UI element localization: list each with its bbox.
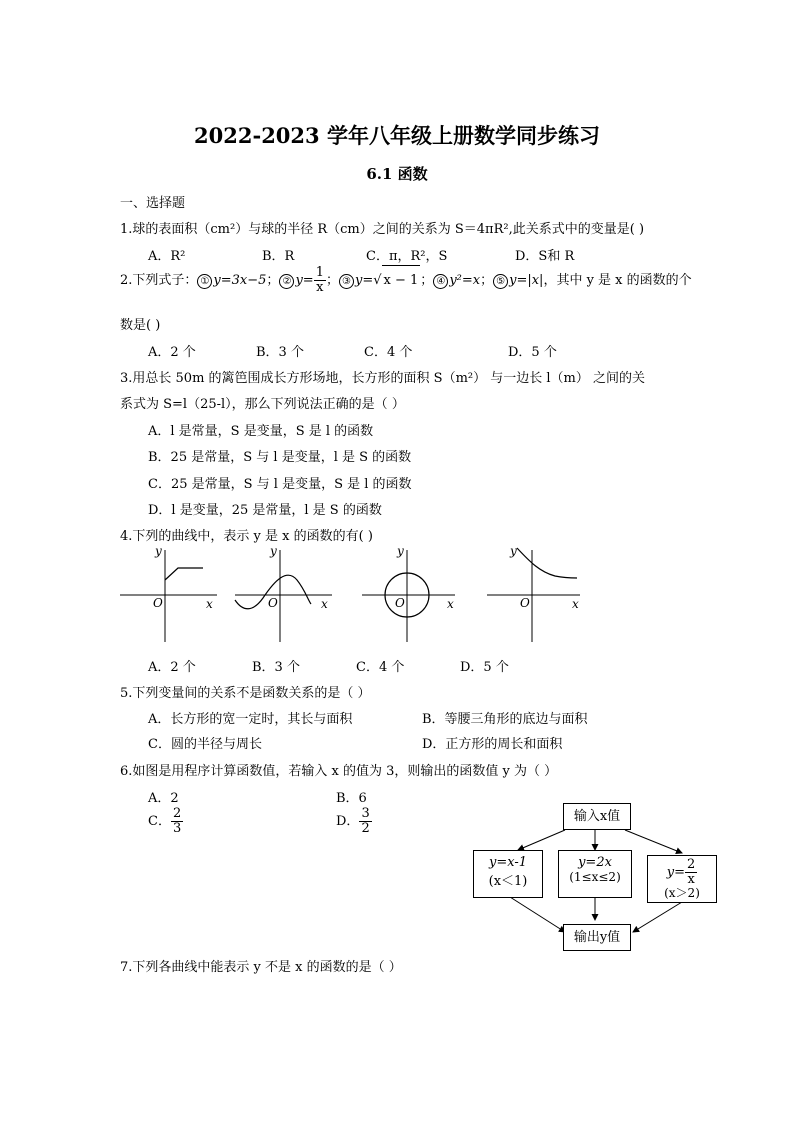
x-label: x xyxy=(206,597,213,611)
graph-4 xyxy=(487,544,580,642)
flow-output-box: 输出y值 xyxy=(563,924,631,951)
graph-3 xyxy=(362,544,455,642)
q1-option-d: D．S和 R xyxy=(515,249,575,264)
question-3-line-2: 系式为 S=l（25-l），那么下列说法正确的是（ ） xyxy=(120,397,405,412)
flow-right-fraction xyxy=(685,858,697,887)
flow-right-condition: (x＞2) xyxy=(664,886,700,900)
q1-option-c: C．π，R²，S xyxy=(366,249,448,264)
flow-right-prefix: y= xyxy=(666,865,685,880)
flow-right-box xyxy=(647,855,717,903)
page-title: 2022-2023 学年八年级上册数学同步练习 xyxy=(194,123,600,148)
sqrt-sign: √ xyxy=(373,273,382,288)
question-3-line-1: 3.用总长 50m 的篱笆围成长方形场地，长方形的面积 S（m²） 与一边长 l（m） 之间的关 xyxy=(120,371,645,386)
question-6-stem: 6.如图是用程序计算函数值，若输入 x 的值为 3，则输出的函数值 y 为（ ） xyxy=(120,764,558,779)
q2-expr-5: y=|x| xyxy=(509,273,544,288)
q6-option-a: A．2 xyxy=(148,791,179,806)
question-2-continued: 数是( ) xyxy=(120,318,161,333)
x-label: x xyxy=(447,597,454,611)
question-2-stem: 2.下列式子： ① y=3x−5； ② y= $\frac{1}{x}$ ； ③ y=√ x − 1 ； ④ y²=x； ⑤ y=|x|，其中 y 是 x 的函数的个 xyxy=(120,265,692,295)
circle-number-5: ⑤ xyxy=(493,274,508,289)
q1-option-a: A．R² xyxy=(148,249,186,264)
q6-option-b: B．6 xyxy=(336,791,367,806)
q4-graphs xyxy=(115,540,595,645)
flow-middle-box xyxy=(558,850,632,898)
q4-option-b: B．3 个 xyxy=(252,660,300,675)
y-label: y xyxy=(155,544,162,558)
fraction-numerator: 1 xyxy=(315,265,324,280)
q5-option-a: A．长方形的宽一定时，其长与面积 xyxy=(148,712,353,727)
q4-option-a: A．2 个 xyxy=(148,660,196,675)
q1-option-b: B．R xyxy=(262,249,295,264)
flow-middle-formula: y=2x xyxy=(578,855,612,870)
q2-expr-4: y²=x xyxy=(449,273,481,288)
q3-option-b: B．25 是常量，S 与 l 是变量，l 是 S 的函数 xyxy=(148,450,412,465)
question-5-stem: 5.下列变量间的关系不是函数关系的是（ ） xyxy=(120,686,371,701)
q5-option-c: C．圆的半径与周长 xyxy=(148,737,262,752)
question-7-stem: 7.下列各曲线中能表示 y 不是 x 的函数的是（ ） xyxy=(120,960,402,975)
q5-option-d: D．正方形的周长和面积 xyxy=(422,737,563,752)
circle-number-2: ② xyxy=(279,274,294,289)
fraction-numerator: 3 xyxy=(361,806,370,821)
q2-option-c: C．4 个 xyxy=(364,345,413,360)
arrow-left-to-output xyxy=(510,897,565,932)
option-d-label: D． xyxy=(336,814,360,829)
x-label: x xyxy=(321,597,328,611)
fraction-numerator: 2 xyxy=(172,806,182,821)
curve-4 xyxy=(517,548,577,578)
page-subtitle: 6.1 函数 xyxy=(366,165,428,183)
q2-option-a: A．2 个 xyxy=(148,345,196,360)
y-label: y xyxy=(397,544,404,558)
x-label: x xyxy=(572,597,579,611)
y-label: y xyxy=(510,544,517,558)
flow-input-box: 输入x值 xyxy=(563,803,631,830)
fraction-denominator: x xyxy=(687,872,695,887)
circle-number-3: ③ xyxy=(339,274,354,289)
q2-expr-3-prefix: y= xyxy=(354,273,374,288)
q5-option-b: B．等腰三角形的底边与面积 xyxy=(422,712,588,727)
q4-option-c: C．4 个 xyxy=(356,660,405,675)
q6-option-d xyxy=(336,807,372,836)
origin-label: O xyxy=(520,596,530,610)
flow-left-condition: (x＜1) xyxy=(488,874,528,889)
y-label: y xyxy=(270,544,277,558)
q3-option-a: A．l 是常量，S 是变量，S 是 l 的函数 xyxy=(148,424,374,439)
arrow-to-left xyxy=(518,830,565,850)
flow-left-formula: y=x-1 xyxy=(488,855,527,870)
arrow-to-right xyxy=(625,830,682,853)
q3-option-d: D．l 是变量，25 是常量，l 是 S 的函数 xyxy=(148,503,382,518)
flow-middle-condition: (1≤x≤2) xyxy=(569,870,621,884)
section-heading: 一、选择题 xyxy=(120,196,186,211)
q6-option-c xyxy=(148,807,183,836)
circle-number-4: ④ xyxy=(433,274,448,289)
q3-option-c: C．25 是常量，S 与 l 是变量，S 是 l 的函数 xyxy=(148,477,412,492)
q2-expr-2-prefix: y= xyxy=(295,273,314,288)
option-c-label: C． xyxy=(148,814,171,829)
flow-right-formula xyxy=(648,858,716,887)
circle-number-1: ① xyxy=(197,274,212,289)
fraction-numerator: 2 xyxy=(686,857,696,872)
option-d-fraction xyxy=(359,807,371,836)
origin-label: O xyxy=(268,596,278,610)
graph-2 xyxy=(235,544,332,642)
fraction-denominator: x xyxy=(316,280,324,295)
q2-option-d: D．5 个 xyxy=(508,345,557,360)
question-4-stem: 4.下列的曲线中，表示 y 是 x 的函数的有( ) xyxy=(120,529,373,544)
q2-option-b: B．3 个 xyxy=(256,345,304,360)
fraction-denominator: 3 xyxy=(172,821,182,836)
arrow-right-to-output xyxy=(633,902,682,932)
q2-fraction xyxy=(314,266,326,295)
q2-expr-1: y=3x−5 xyxy=(213,273,267,288)
flow-left-box xyxy=(473,850,543,898)
fraction-denominator: 2 xyxy=(361,821,370,836)
q2-suffix: ，其中 y 是 x 的函数的个 xyxy=(543,273,692,288)
curve-1 xyxy=(165,568,203,580)
q4-option-d: D．5 个 xyxy=(460,660,509,675)
sqrt-radicand: x − 1 xyxy=(382,265,421,296)
origin-label: O xyxy=(153,596,163,610)
q2-prefix: 2.下列式子： xyxy=(120,273,198,288)
graph-1 xyxy=(120,544,217,642)
option-c-fraction xyxy=(171,807,183,836)
question-1-stem: 1.球的表面积（cm²）与球的半径 R（cm）之间的关系为 S＝4πR²,此关系式中的变量是( ) xyxy=(120,222,645,237)
origin-label: O xyxy=(395,596,405,610)
